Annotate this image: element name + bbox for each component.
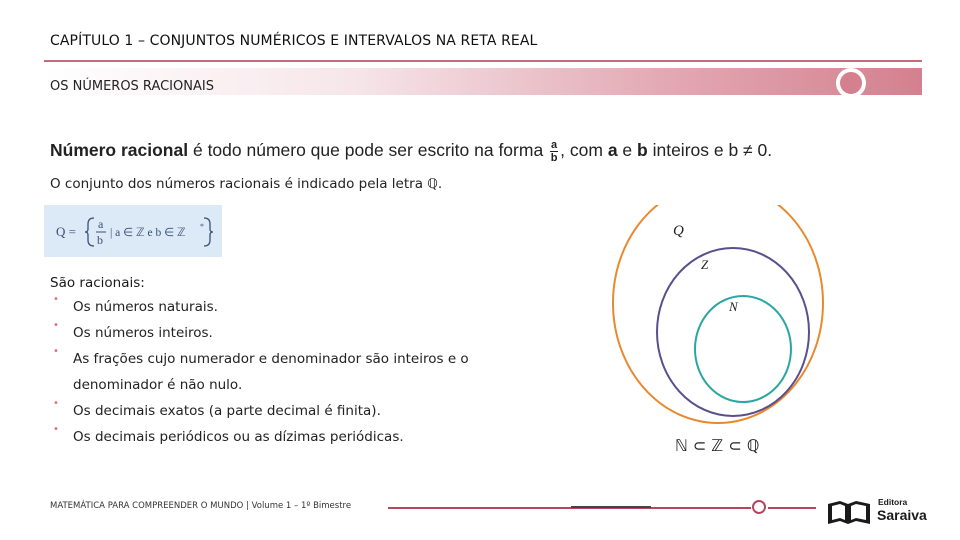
set-q-circle — [613, 205, 823, 423]
footer-divider-end — [768, 507, 816, 509]
fraction-numerator: a — [551, 139, 558, 151]
formula-condition: | a ∈ ℤ e b ∈ ℤ — [110, 227, 186, 239]
saraiva-logo — [826, 494, 944, 528]
bullet-icon: • — [53, 346, 59, 357]
footer-divider — [388, 507, 751, 509]
logo-top-text: Editora — [878, 497, 908, 507]
section-circle-icon — [831, 68, 871, 98]
bullet-icon: • — [53, 320, 59, 331]
section-title: OS NÚMEROS RACIONAIS — [50, 79, 214, 94]
bullet-icon: • — [53, 398, 59, 409]
definition-var-b: b — [637, 140, 648, 161]
footer-circle-icon — [752, 500, 766, 514]
footer-text: MATEMÁTICA PARA COMPREENDER O MUNDO | Volume 1 – 1º Bimestre — [50, 501, 352, 511]
definition-var-a: a — [607, 140, 618, 161]
formula-lhs: Q = — [56, 224, 76, 239]
lead-text: O conjunto dos números racionais é indicado pela letra ℚ. — [50, 176, 443, 192]
set-builder-formula — [52, 212, 217, 252]
set-q-label: Q — [673, 223, 684, 239]
definition-fraction — [550, 139, 558, 164]
set-n-circle — [695, 296, 791, 402]
formula-star: * — [200, 222, 204, 231]
set-z-circle — [657, 248, 809, 416]
footer-divider-accent — [571, 506, 651, 508]
definition-term: Número racional — [50, 140, 189, 161]
formula-numerator: a — [98, 217, 104, 231]
list-heading: São racionais: — [50, 275, 145, 291]
book-icon — [828, 501, 870, 524]
bullet-icon: • — [53, 424, 59, 435]
formula-denominator: b — [97, 233, 103, 247]
definition-part3: e — [617, 140, 638, 161]
set-relation: ℕ ⊂ ℤ ⊂ ℚ — [675, 436, 760, 455]
logo-bottom-text: Saraiva — [877, 507, 927, 523]
definition-part4: inteiros e b ≠ 0. — [647, 140, 773, 161]
bullet-icon: • — [53, 294, 59, 305]
definition-text — [50, 139, 772, 164]
definition-part1: é todo número que pode ser escrito na forma — [188, 140, 549, 161]
chapter-divider — [44, 60, 922, 62]
chapter-title: CAPÍTULO 1 – CONJUNTOS NUMÉRICOS E INTERVALOS NA RETA REAL — [50, 33, 538, 49]
sets-venn-diagram — [605, 205, 830, 460]
fraction-denominator: b — [550, 152, 558, 164]
set-z-label: Z — [701, 257, 709, 272]
definition-part2: , com — [560, 140, 608, 161]
set-n-label: N — [729, 299, 738, 314]
